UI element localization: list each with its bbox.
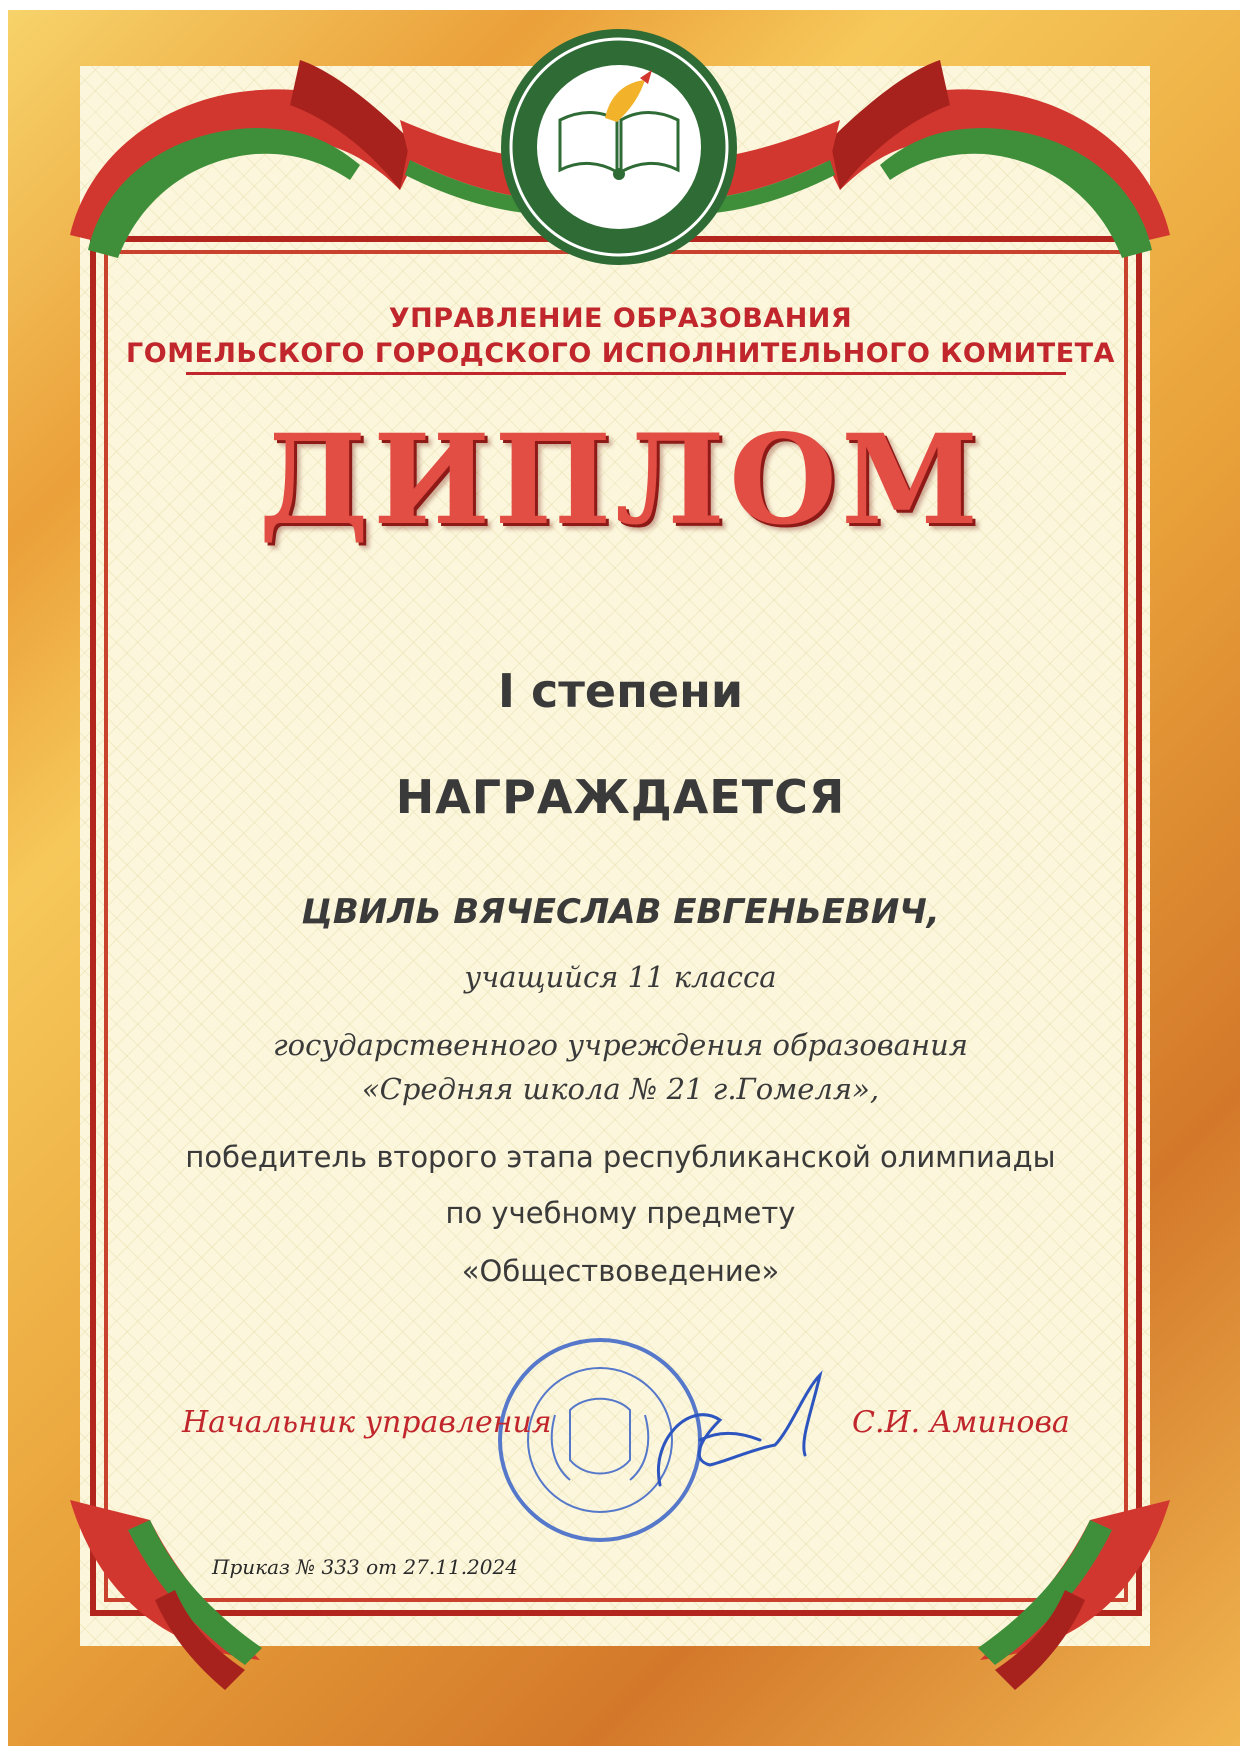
- degree: I степени: [497, 664, 744, 718]
- institution-line-2: «Средняя школа № 21 г.Гомеля»,: [361, 1072, 880, 1106]
- ribbon-bottom-right: [978, 1500, 1170, 1690]
- order-reference: Приказ № 333 от 27.11.2024: [212, 1555, 518, 1579]
- issuer-line-1: УПРАВЛЕНИЕ ОБРАЗОВАНИЯ: [388, 303, 853, 334]
- awarded-heading: НАГРАЖДАЕТСЯ: [395, 770, 846, 824]
- issuer-line-2: ГОМЕЛЬСКОГО ГОРОДСКОГО ИСПОЛНИТЕЛЬНОГО КОМИТЕТА: [126, 338, 1115, 369]
- subject-name: «Обществоведение»: [461, 1254, 780, 1288]
- recipient-name: ЦВИЛЬ ВЯЧЕСЛАВ ЕВГЕНЬЕВИЧ,: [301, 892, 940, 932]
- signature-scribble: [658, 1375, 820, 1485]
- ribbon-bottom-left: [70, 1500, 262, 1690]
- institution-line-1: государственного учреждения образования: [273, 1028, 968, 1062]
- achievement-line-1: победитель второго этапа республиканской олимпиады: [185, 1140, 1056, 1174]
- ribbon-top-right: [820, 60, 1170, 258]
- book-dove-emblem: [501, 29, 737, 265]
- signer-name: С.И. Аминова: [852, 1405, 1070, 1440]
- official-stamp: [500, 1340, 700, 1540]
- recipient-grade: учащийся 11 класса: [464, 960, 777, 994]
- achievement-line-2: по учебному предмету: [445, 1196, 796, 1230]
- diploma-title: ДИПЛОМ: [258, 408, 983, 553]
- ribbon-top-left: [70, 60, 420, 258]
- signer-position: Начальник управления: [182, 1405, 552, 1440]
- issuer-underline: [186, 372, 1066, 375]
